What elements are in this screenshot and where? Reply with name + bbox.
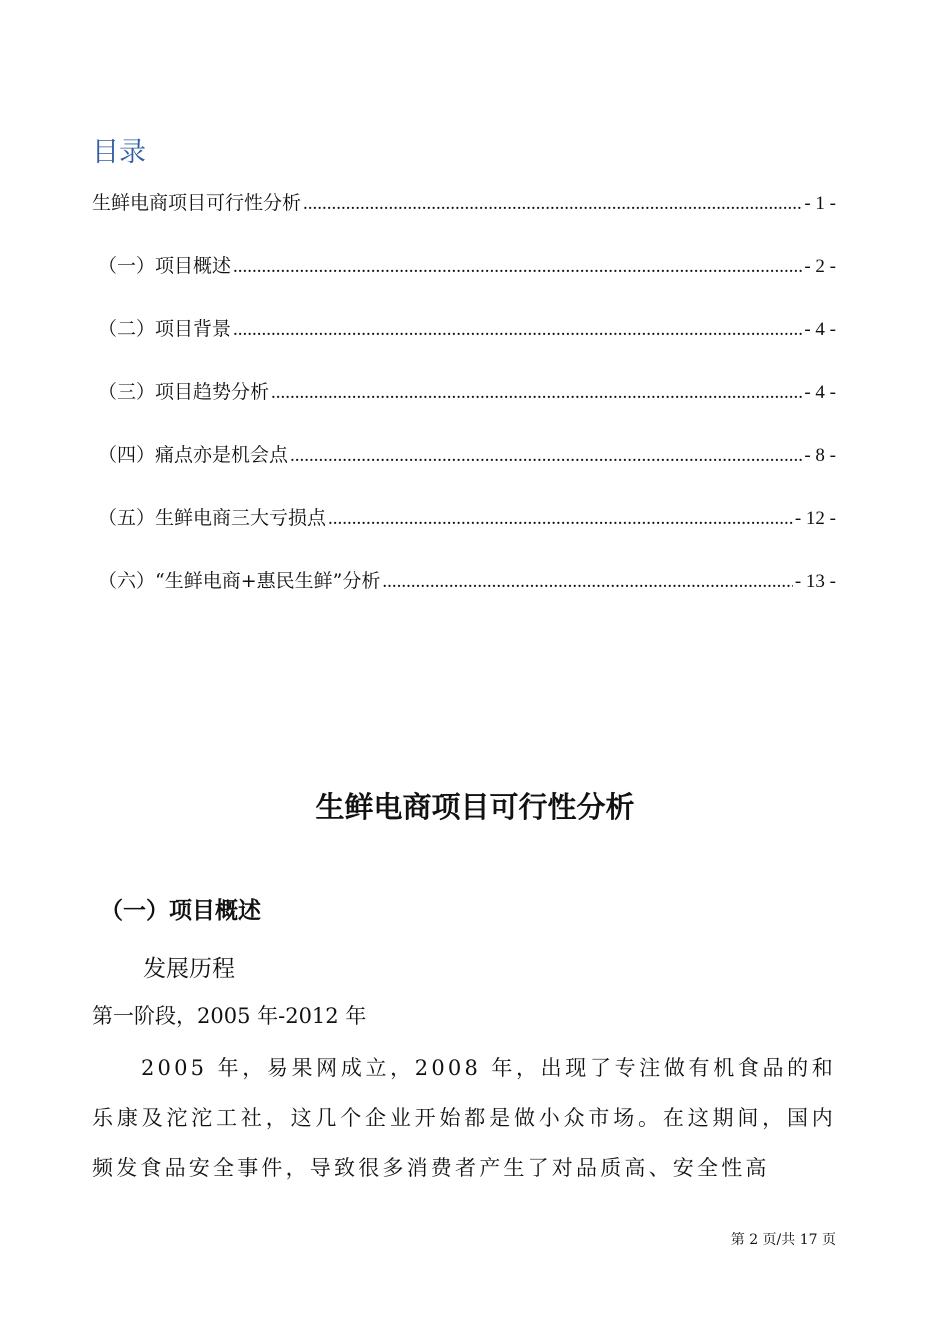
body-paragraph: 2005 年，易果网成立，2008 年，出现了专注做有机食品的和乐康及沱沱工社，这几个企业开始都是做小众市场。在这期间，国内频发食品安全事件，导致很多消费者产生了对品质高、安全性高 [92,1056,836,1180]
toc-entry-label: （一）项目概述 [98,255,232,277]
toc-leader-dots [233,319,802,341]
toc-entry[interactable] [92,503,836,566]
section-heading: （一）项目概述 [100,898,261,924]
toc-entry-label: （五）生鲜电商三大亏损点 [98,507,327,529]
toc-entry-page: - 1 - [804,193,836,214]
toc-entry-page: - 8 - [804,445,836,466]
toc-leader-dots [271,382,802,404]
toc-entry-label: （三）项目趋势分析 [98,381,270,403]
toc-entry[interactable] [92,314,836,377]
toc-entry-label: （六）“生鲜电商+惠民生鲜”分析 [98,570,381,592]
document-title: 生鲜电商项目可行性分析 [315,790,635,824]
toc-entry-label: （二）项目背景 [98,318,232,340]
toc-leader-dots [233,256,802,278]
toc-entry-page: - 4 - [804,319,836,340]
toc-leader-dots [382,571,792,593]
toc-entry-label: 生鲜电商项目可行性分析 [92,192,302,214]
toc-entry-page: - 13 - [794,571,836,592]
toc-entry-label: （四）痛点亦是机会点 [98,444,289,466]
stage-label: 第一阶段，2005 年-2012 年 [92,1004,367,1028]
toc-leader-dots [303,193,802,215]
toc-entry[interactable] [92,188,836,251]
toc-entry[interactable] [92,251,836,314]
page-indicator: 第 2 页/共 17 页 [730,1232,836,1248]
toc-entry[interactable] [92,440,836,503]
toc-heading: 目录 [92,137,146,168]
sub-heading: 发展历程 [143,956,235,982]
toc-leader-dots [328,508,793,530]
toc-entry[interactable] [92,377,836,440]
toc-entry-page: - 12 - [794,508,836,529]
table-of-contents [92,188,836,629]
toc-leader-dots [290,445,802,467]
toc-entry[interactable] [92,566,836,629]
toc-entry-page: - 4 - [804,382,836,403]
toc-entry-page: - 2 - [804,256,836,277]
